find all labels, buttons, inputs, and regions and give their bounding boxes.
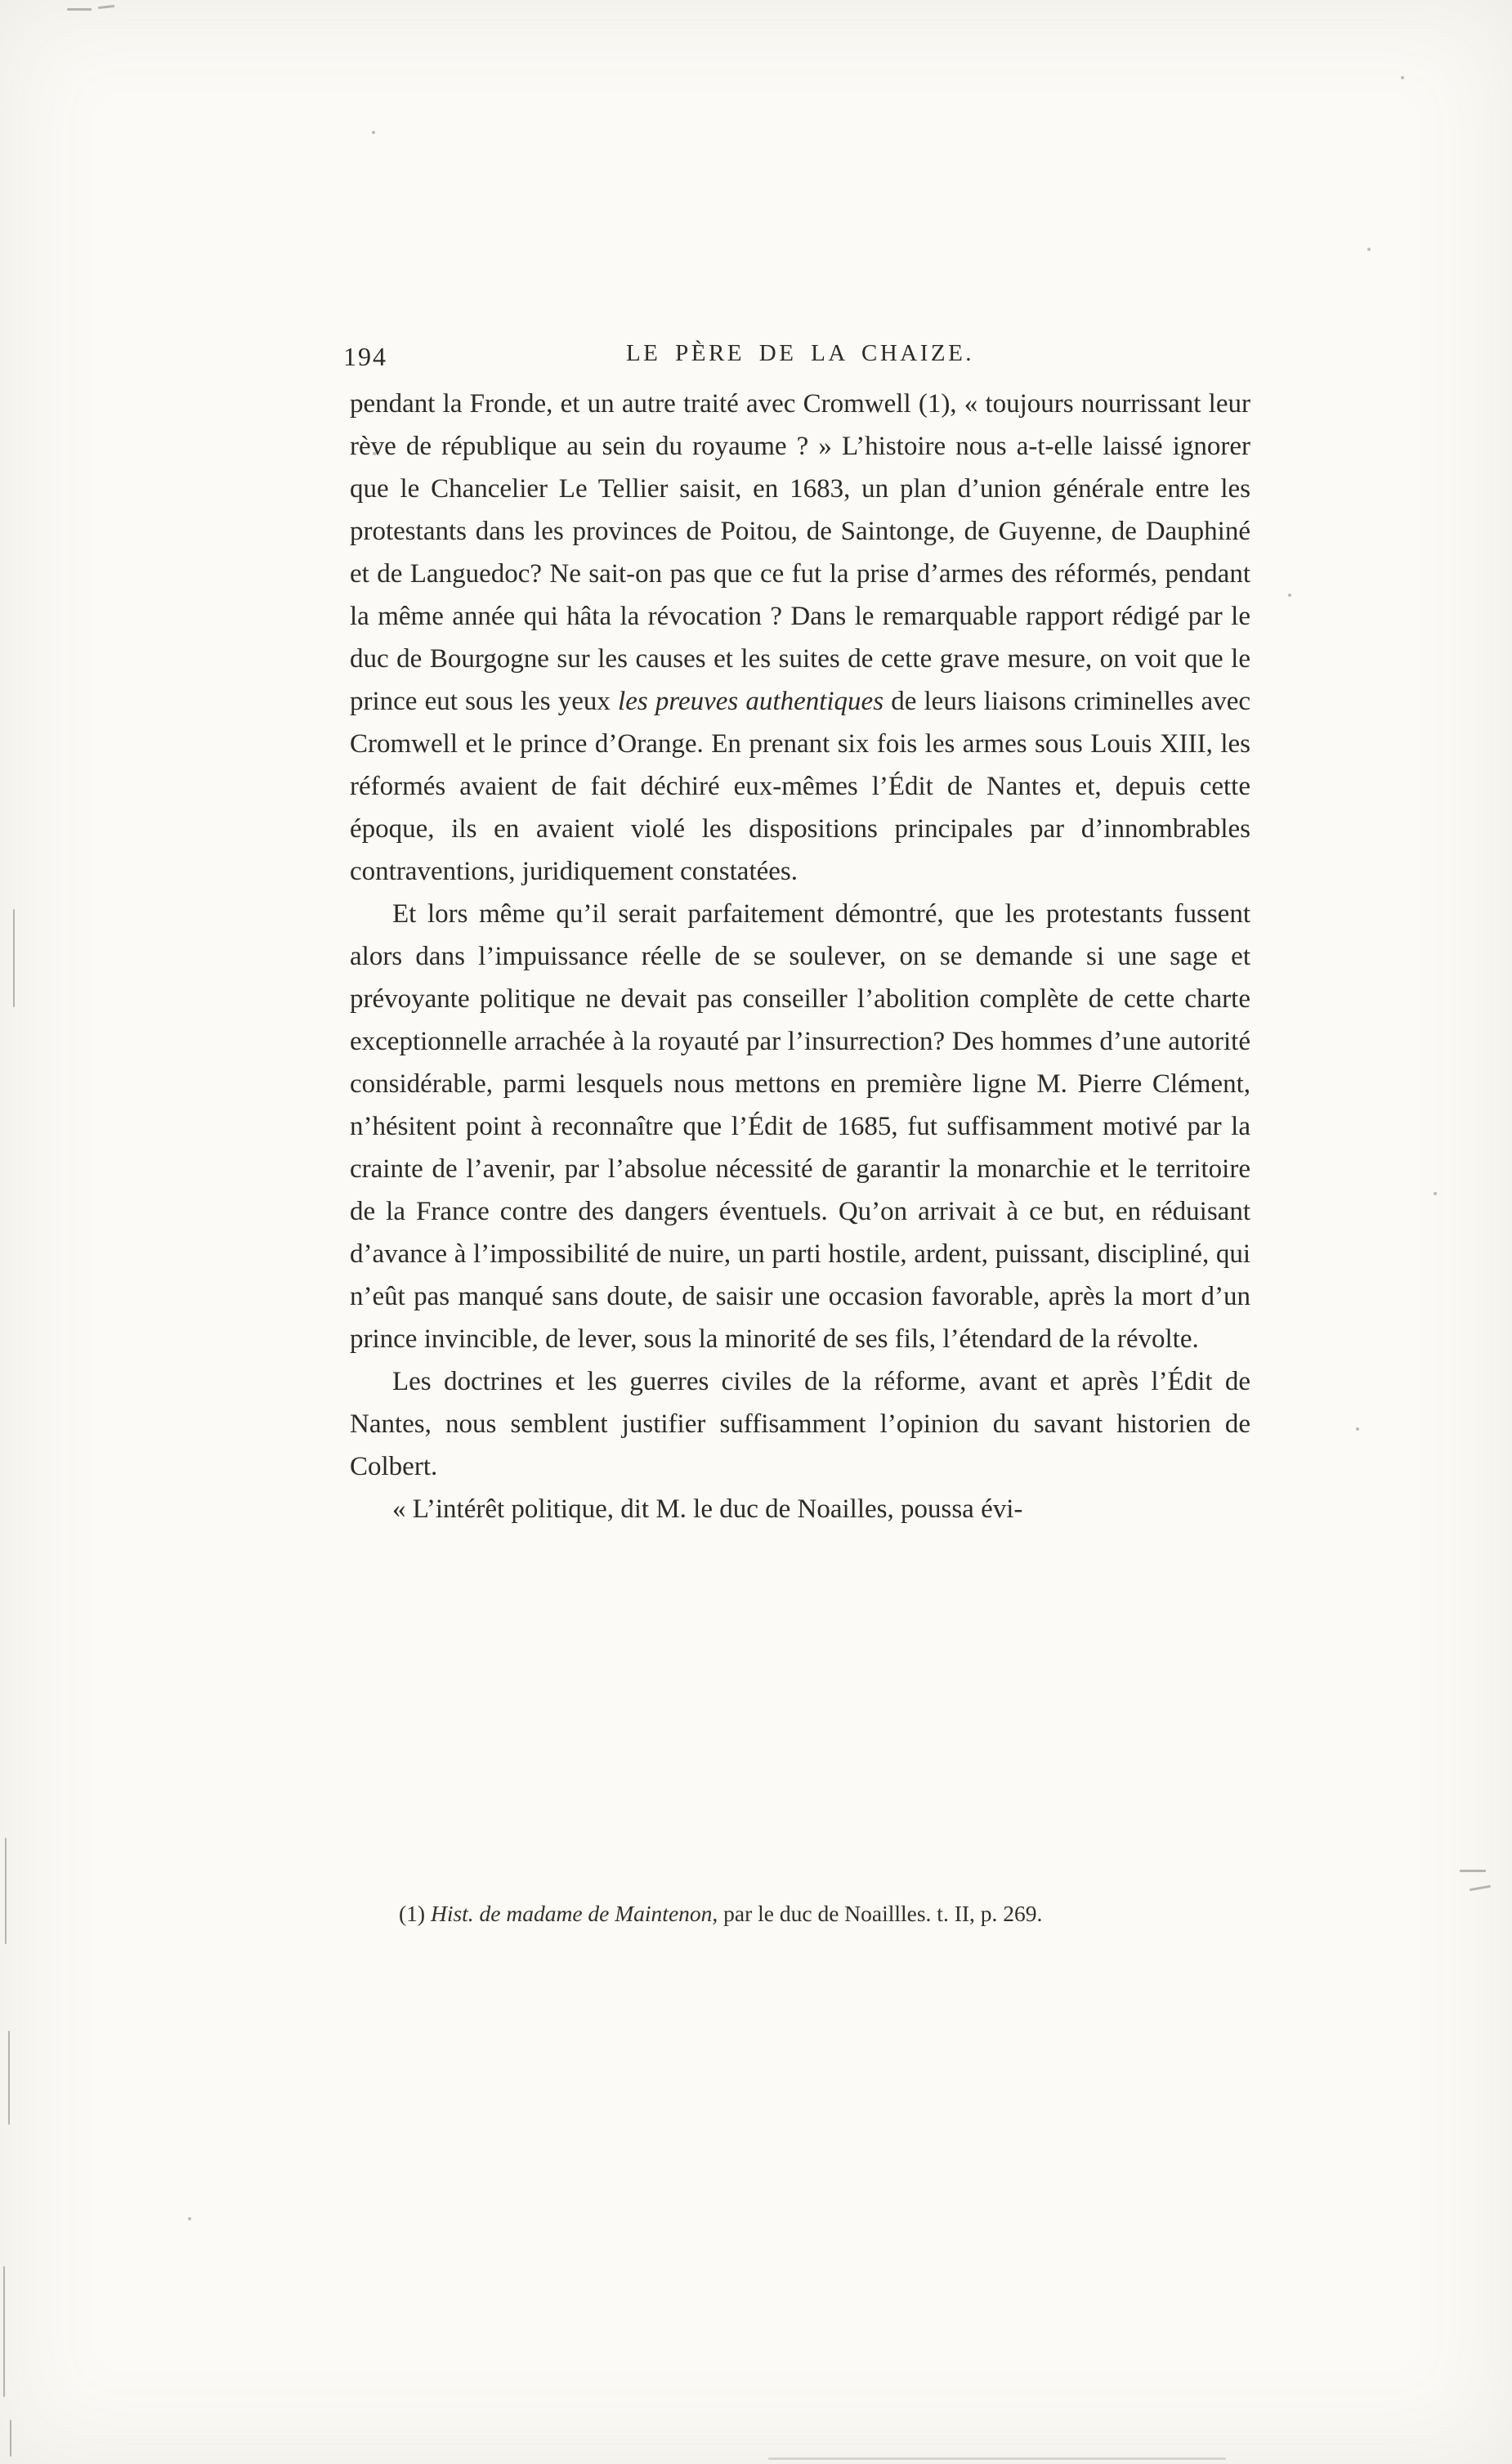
paragraph-1: [350, 383, 1250, 893]
paragraph-1-italic-phrase: les preuves authentiques: [618, 687, 884, 716]
scan-speck: [188, 2217, 191, 2220]
scan-speck: [1288, 594, 1291, 597]
scan-mark: [768, 2457, 1226, 2460]
footnote-text: par le duc de Noaillles. t. II, p. 269.: [718, 1901, 1043, 1926]
footnote-title-italic: Hist. de madame de Maintenon,: [430, 1901, 718, 1926]
scan-speck: [1401, 76, 1404, 79]
scan-mark: [5, 1838, 7, 1944]
running-title: LE PÈRE DE LA CHAIZE.: [625, 340, 975, 366]
paragraph-3: Les doctrines et les guerres civiles de la réforme, avant et après l’Édit de Nantes, nous semblent justifier suffisamment l’opinion du savant historien de Colbert.: [350, 1367, 1250, 1481]
scan-mark: [67, 8, 92, 11]
paragraph-2: Et lors même qu’il serait parfaitement démontré, que les protestants fussent alors dans l’impuissance réelle de se soulever, on se demande si une sage et prévoyante politique ne devait pas conseiller l’abolition complète de cette charte exceptionnelle arrachée à la royauté par l’insurrection? Des hommes d’une autorité considérable, parmi lesquels nous mettons en première ligne M. Pierre Clément, n’hésitent point à reconnaître que l’Édit de 1685, fut suffisamment motivé par la crainte de l’avenir, par l’absolue nécessité de garantir la monarchie et le territoire de la France contre des dangers éventuels. Qu’on arrivait à ce but, en réduisant d’avance à l’impossibilité de nuire, un parti hostile, ardent, puissant, discipliné, qui n’eût pas manqué sans doute, de saisir une occasion favorable, après la mort d’un prince invincible, de lever, sous la minorité de ses fils, l’étendard de la révolte.: [350, 899, 1250, 1354]
paragraph-1-text-b: de leurs liaisons criminelles avec Cromwell et le prince d’Orange. En prenant six fois les armes sous Louis XIII, les réformés avaient de fait déchiré eux-mêmes l’Édit de Nantes et, depuis cette époque, ils en avaient violé les dispositions principales par d’innombrables contraventions, juridiquement constatées.: [350, 687, 1251, 886]
scan-speck: [372, 131, 375, 134]
paragraph-4: « L’intérêt politique, dit M. le duc de Noailles, poussa évi-: [392, 1494, 1023, 1524]
scan-mark: [10, 2420, 11, 2457]
scan-mark: [13, 909, 15, 1007]
running-head: [343, 340, 1250, 379]
page-number: 194: [343, 342, 387, 371]
footnote: [399, 1898, 1265, 1929]
body-text-block: [350, 383, 1250, 1530]
scan-mark: [1470, 1885, 1491, 1891]
scan-mark: [8, 2031, 10, 2125]
scan-speck: [1367, 248, 1371, 251]
scan-speck: [1356, 1427, 1359, 1431]
scan-mark: [98, 5, 114, 9]
paragraph-1-text-a: pendant la Fronde, et un autre traité avec Cromwell (1), « toujours nourrissant leur rève de république au sein du royaume ? » L’histoire nous a-t-elle laissé ignorer que le Chancelier Le Tellier saisit, en 1683, un plan d’union générale entre les protestants dans les provinces de Poitou, de Saintonge, de Guyenne, de Dauphiné et de Languedoc? Ne sait-on pas que ce fut la prise d’armes des réformés, pendant la même année qui hâta la révocation ? Dans le remarquable rapport rédigé par le duc de Bourgogne sur les causes et les suites de cette grave mesure, on voit que le prince eut sous les yeux: [350, 389, 1250, 716]
scan-speck: [373, 452, 376, 455]
scan-speck: [1434, 1192, 1437, 1195]
footnote-marker: (1): [399, 1901, 431, 1926]
scan-mark: [3, 2266, 5, 2397]
scan-mark: [1460, 1870, 1486, 1872]
